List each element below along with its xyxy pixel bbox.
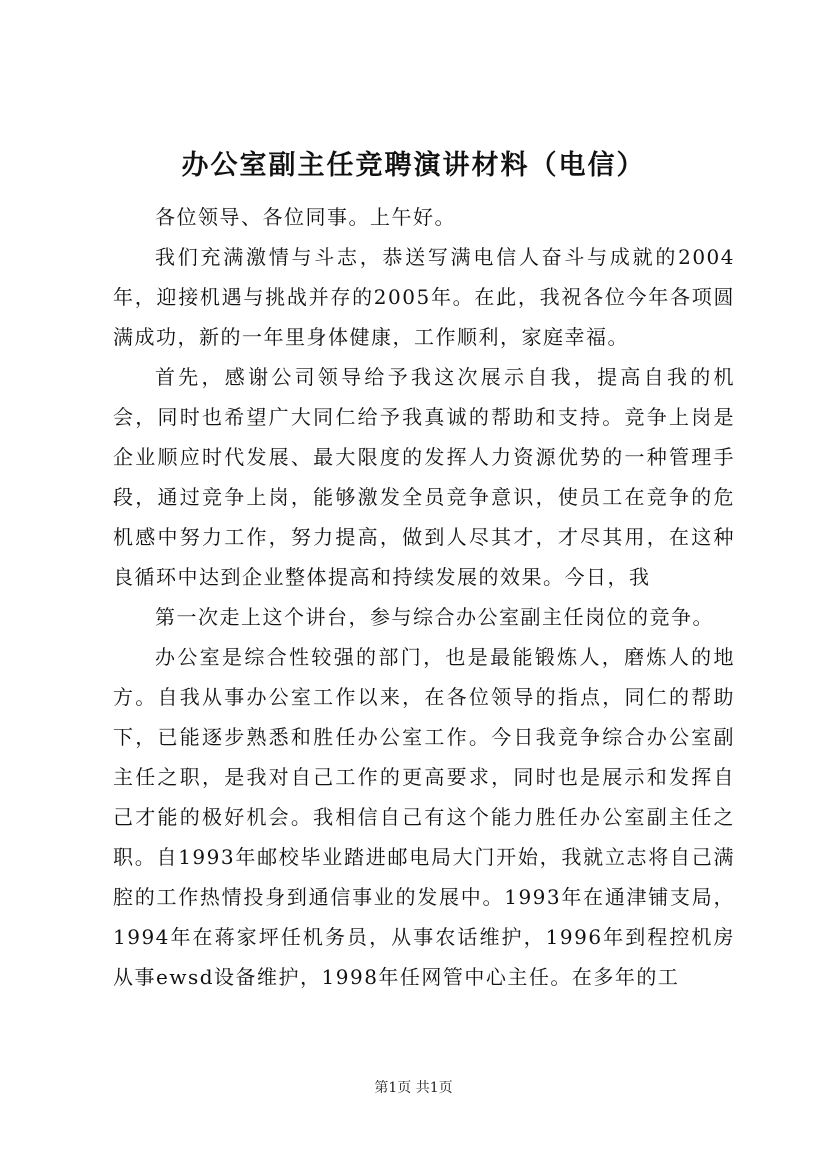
paragraph-new-year-wishes: 我们充满激情与斗志，恭送写满电信人奋斗与成就的2004年，迎接机遇与挑战并存的2005年。在此，我祝各位今年各项圆满成功，新的一年里身体健康，工作顺利，家庭幸福。 (113, 245, 735, 349)
paragraph-greeting: 各位领导、各位同事。上午好。 (155, 205, 456, 229)
paragraph-thanks: 首先，感谢公司领导给予我这次展示自我，提高自我的机会，同时也希望广大同仁给予我真诚的帮助和支持。竞争上岗是企业顺应时代发展、最大限度的发挥人力资源优势的一种管理手段，通过竞争上岗，能够激发全员竞争意识，使员工在竞争的危机感中努力工作，努力提高，做到人尽其才，才尽其用，在这种良循环中达到企业整体提高和持续发展的效果。今日，我 (113, 365, 735, 589)
page-number-footer: 第1页 共1页 (374, 1080, 453, 1096)
document-title: 办公室副主任竞聘演讲材料（电信） (181, 150, 646, 181)
paragraph-office-experience: 办公室是综合性较强的部门，也是最能锻炼人，磨炼人的地方。自我从事办公室工作以来，在各位领导的指点，同仁的帮助下，已能逐步熟悉和胜任办公室工作。今日我竞争综合办公室副主任之职，是我对自己工作的更高要求，同时也是展示和发挥自己才能的极好机会。我相信自己有这个能力胜任办公室副主任之职。自1993年邮校毕业踏进邮电局大门开始，我就立志将自己满腔的工作热情投身到通信事业的发展中。1993年在通津铺支局，1994年在蒋家坪任机务员，从事农话维护，1996年到程控机房从事ewsd设备维护，1998年任网管中心主任。在多年的工 (113, 645, 735, 989)
paragraph-first-time: 第一次走上这个讲台，参与综合办公室副主任岗位的竞争。 (155, 605, 714, 629)
document-body (113, 197, 735, 997)
